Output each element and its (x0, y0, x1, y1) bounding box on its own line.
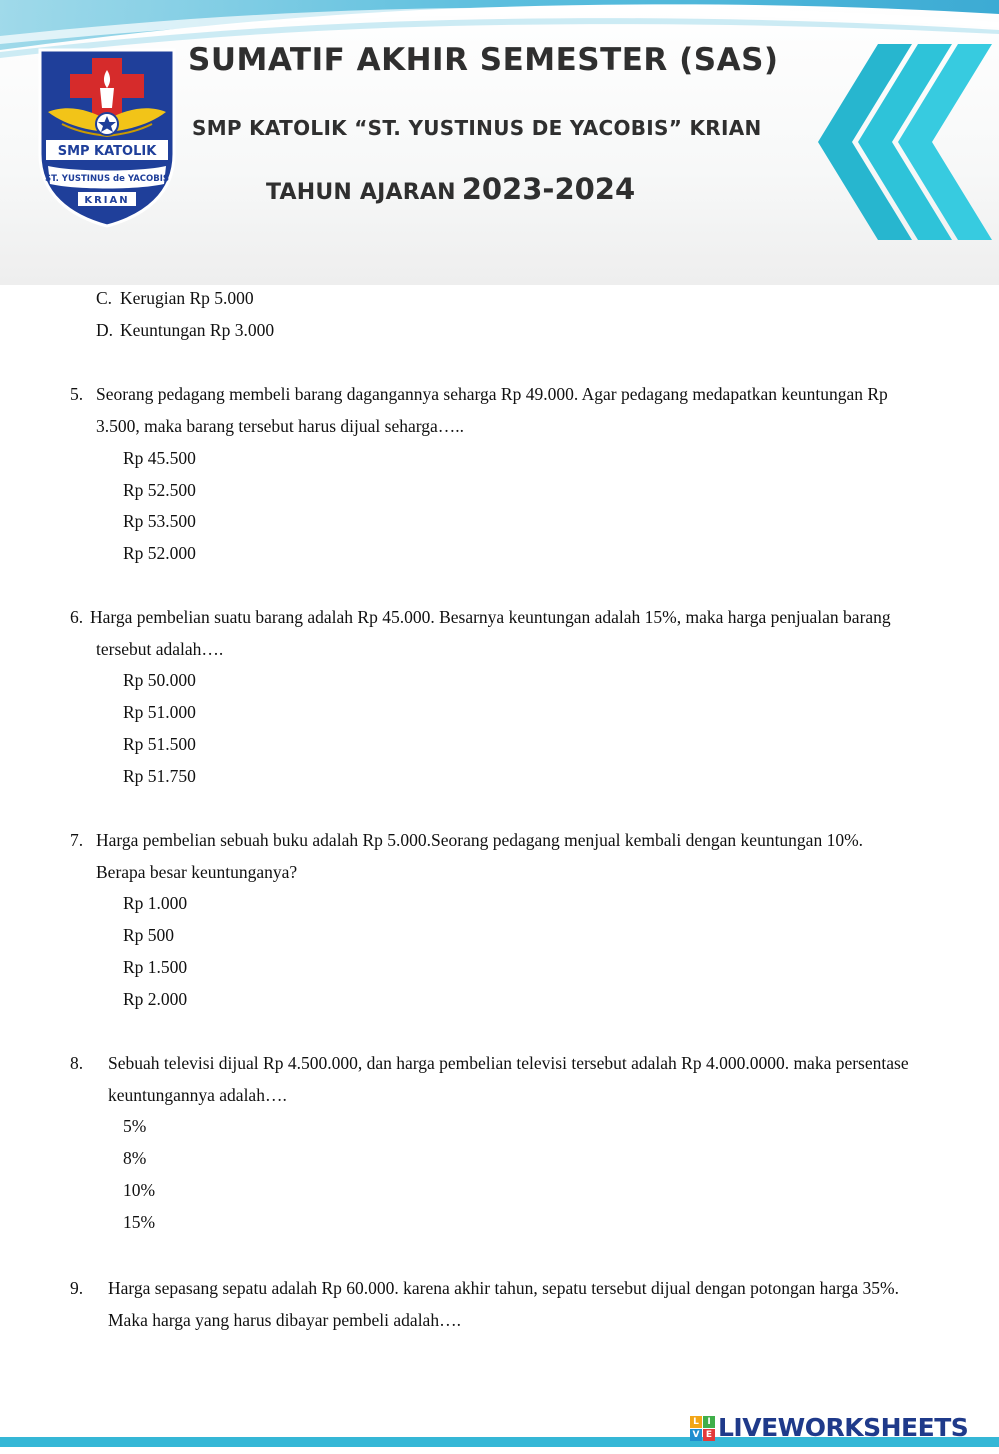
question-text: Berapa besar keuntunganya? (96, 862, 298, 882)
liveworksheets-logo[interactable] (690, 1413, 968, 1443)
question-number: 6. (70, 607, 84, 627)
academic-year (266, 172, 635, 206)
brand-grid-letter: E (703, 1429, 715, 1441)
answer-option[interactable]: 15% (123, 1212, 156, 1232)
brand-text: LIVEWORKSHEETS (718, 1413, 969, 1442)
question-text: Sebuah televisi dijual Rp 4.500.000, dan harga pembelian televisi tersebut adalah Rp 4.000.0000. maka persentase (108, 1053, 909, 1073)
chevron-decoration-icon (808, 44, 994, 240)
question-text: tersebut adalah…. (96, 639, 224, 659)
option-d-letter: D. (96, 320, 114, 340)
brand-grid-letter: V (690, 1429, 702, 1441)
answer-option[interactable]: Rp 50.000 (123, 670, 196, 690)
question-number: 8. (70, 1053, 84, 1073)
question-text: Harga pembelian suatu barang adalah Rp 45.000. Besarnya keuntungan adalah 15%, maka harga penjualan barang (90, 607, 891, 627)
question-text: Harga sepasang sepatu adalah Rp 60.000. karena akhir tahun, sepatu tersebut dijual dengan potongan harga 35%. (108, 1278, 899, 1298)
school-logo (34, 44, 180, 228)
academic-year-value: 2023-2024 (461, 172, 636, 206)
answer-option[interactable]: Rp 2.000 (123, 989, 188, 1009)
answer-option[interactable]: Rp 51.750 (123, 766, 196, 786)
brand-grid-letter: I (703, 1416, 715, 1428)
page-header (0, 0, 999, 285)
answer-option[interactable]: Rp 51.500 (123, 734, 196, 754)
option-c: Kerugian Rp 5.000 (120, 288, 254, 308)
answer-option[interactable]: Rp 53.500 (123, 511, 196, 531)
question-text: 3.500, maka barang tersebut harus dijual seharga….. (96, 416, 465, 436)
option-d: Keuntungan Rp 3.000 (120, 320, 275, 340)
question-text: Harga pembelian sebuah buku adalah Rp 5.000.Seorang pedagang menjual kembali dengan keuntungan 10%. (96, 830, 864, 850)
logo-bottom-text: KRIAN (84, 195, 130, 206)
answer-option[interactable]: Rp 51.000 (123, 702, 196, 722)
logo-top-text: SMP KATOLIK (57, 144, 157, 159)
option-c-letter: C. (96, 288, 113, 308)
brand-grid-letter: L (690, 1416, 702, 1428)
logo-ribbon-text: ST. YUSTINUS de YACOBIS (44, 174, 170, 184)
answer-option[interactable]: Rp 45.500 (123, 448, 196, 468)
question-number: 9. (70, 1278, 84, 1298)
answer-option[interactable]: Rp 52.500 (123, 480, 196, 500)
answer-option[interactable]: Rp 52.000 (123, 543, 196, 563)
answer-option[interactable]: 10% (123, 1180, 156, 1200)
question-text: Seorang pedagang membeli barang dagangannya seharga Rp 49.000. Agar pedagang medapatkan keuntungan Rp (96, 384, 888, 404)
question-number: 7. (70, 830, 84, 850)
school-name: SMP KATOLIK “ST. YUSTINUS DE YACOBIS” KRIAN (192, 116, 762, 140)
answer-option[interactable]: Rp 500 (123, 925, 175, 945)
brand-grid-icon (690, 1416, 715, 1441)
question-text: Maka harga yang harus dibayar pembeli adalah…. (108, 1310, 461, 1330)
answer-option[interactable]: Rp 1.000 (123, 893, 188, 913)
answer-option[interactable]: Rp 1.500 (123, 957, 188, 977)
academic-year-label: TAHUN AJARAN (266, 180, 456, 205)
answer-option[interactable]: 5% (123, 1116, 147, 1136)
exam-title: SUMATIF AKHIR SEMESTER (SAS) (188, 42, 779, 78)
answer-option[interactable]: 8% (123, 1148, 147, 1168)
question-text: keuntungannya adalah…. (108, 1085, 287, 1105)
question-number: 5. (70, 384, 84, 404)
